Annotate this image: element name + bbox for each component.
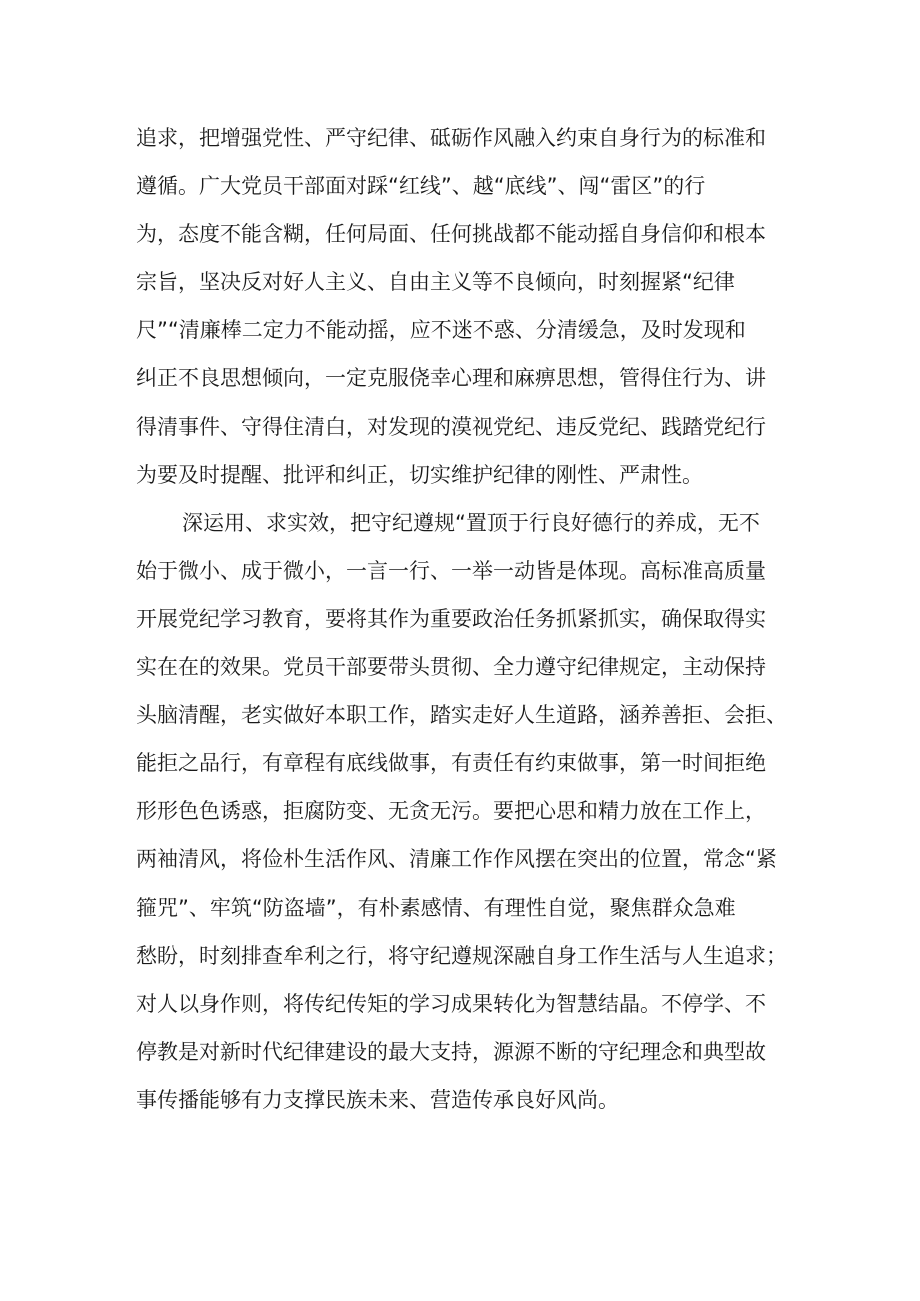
text-line: 尺”“清廉棒二定力不能动摇，应不迷不惑、分清缓急，及时发现和 — [136, 318, 746, 343]
text-line: 对人以身作则，将传纪传矩的学习成果转化为智慧结晶。不停学、不 — [136, 991, 766, 1016]
text-line: 得清事件、守得住清白，对发现的漠视党纪、违反党纪、践踏党纪行 — [136, 414, 766, 439]
text-line: 形形色色诱惑，拒腐防变、无贪无污。要把心思和精力放在工作上， — [136, 799, 766, 824]
text-line: 开展党纪学习教育，要将其作为重要政治任务抓紧抓实，确保取得实 — [136, 606, 766, 631]
paragraph-first-line: 深运用、求实效，把守纪遵规“置顶于行良好德行的养成，无不 — [182, 510, 760, 535]
text-line: 两袖清风，将俭朴生活作风、清廉工作作风摆在突出的位置，常念“紧 — [136, 847, 777, 872]
text-line: 事传播能够有力支撑民族未来、营造传承良好风尚。 — [136, 1087, 619, 1112]
text-line: 箍咒”、牢筑“防盗墙”，有朴素感情、有理性自觉，聚焦群众急难 — [136, 895, 736, 920]
text-line: 能拒之品行，有章程有底线做事，有责任有约束做事，第一时间拒绝 — [136, 751, 766, 776]
body-text — [136, 114, 808, 1124]
text-line: 停教是对新时代纪律建设的最大支持，源源不断的守纪理念和典型故 — [136, 1039, 766, 1064]
text-line: 为要及时提醒、批评和纠正，切实维护纪律的刚性、严肃性。 — [136, 462, 703, 487]
text-line: 为，态度不能含糊，任何局面、任何挑战都不能动摇自身信仰和根本 — [136, 222, 766, 247]
text-line: 宗旨，坚决反对好人主义、自由主义等不良倾向，时刻握紧“纪律 — [136, 270, 735, 295]
text-line: 实在在的效果。党员干部要带头贯彻、全力遵守纪律规定，主动保持 — [136, 655, 766, 680]
text-line: 追求，把增强党性、严守纪律、砥砺作风融入约束自身行为的标准和 — [136, 126, 766, 150]
text-line: 始于微小、成于微小，一言一行、一举一动皆是体现。高标准高质量 — [136, 558, 766, 583]
text-line: 头脑清醒，老实做好本职工作，踏实走好人生道路，涵养善拒、会拒、 — [136, 703, 787, 728]
text-line: 遵循。广大党员干部面对踩“红线”、越“底线”、闯“雷区”的行 — [136, 174, 706, 199]
text-line: 纠正不良思想倾向，一定克服侥幸心理和麻痹思想，管得住行为、讲 — [136, 366, 766, 391]
text-line: 愁盼，时刻排查牟利之行，将守纪遵规深融自身工作生活与人生追求； — [136, 943, 787, 968]
